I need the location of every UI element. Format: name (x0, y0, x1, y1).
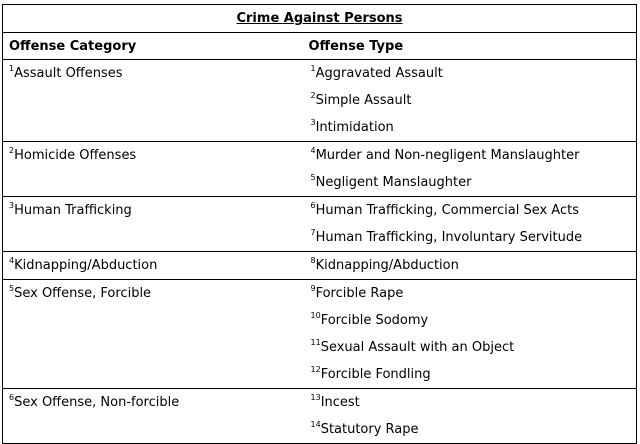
offense-category (9, 392, 303, 413)
offense-category-cell (3, 252, 303, 280)
footnote-number: 11 (310, 337, 321, 347)
offense-category-cell (3, 60, 303, 142)
footnote-number: 7 (310, 227, 316, 237)
offense-type (311, 416, 637, 443)
header-offense-category: Offense Category (3, 33, 303, 60)
footnote-number: 8 (310, 255, 316, 265)
table-row (3, 60, 637, 142)
offense-type-label: Simple Assault (315, 93, 412, 108)
offense-type-label: Human Trafficking, Commercial Sex Acts (315, 203, 579, 218)
offense-type-cell (303, 197, 637, 252)
offense-category (9, 63, 303, 84)
offense-type (311, 224, 637, 251)
offense-type-label: Aggravated Assault (315, 66, 443, 81)
footnote-number: 2 (9, 145, 15, 155)
offense-type-label: Incest (320, 395, 360, 410)
offense-type-cell (303, 60, 637, 142)
footnote-number: 12 (310, 364, 321, 374)
footnote-number: 3 (9, 200, 15, 210)
offense-category-label: Kidnapping/Abduction (14, 258, 158, 273)
footnote-number: 1 (310, 63, 316, 73)
footnote-number: 4 (9, 255, 15, 265)
offense-type (311, 114, 637, 141)
footnote-number: 6 (9, 392, 15, 402)
offense-category-cell (3, 142, 303, 197)
offense-type-cell (303, 142, 637, 197)
offense-type-label: Sexual Assault with an Object (320, 340, 515, 355)
offense-category-cell (3, 280, 303, 389)
footnote-number: 9 (310, 283, 316, 293)
offense-type-label: Forcible Fondling (320, 367, 431, 382)
footnote-number: 13 (310, 392, 321, 402)
header-row (3, 33, 637, 60)
offense-type-cell (303, 252, 637, 280)
footnote-number: 4 (310, 145, 316, 155)
offense-category-label: Sex Offense, Non-forcible (14, 395, 180, 410)
footnote-number: 5 (310, 172, 316, 182)
offense-type-label: Forcible Sodomy (320, 313, 429, 328)
table-row (3, 142, 637, 197)
offense-type (311, 389, 637, 416)
offense-type (311, 252, 637, 279)
offense-category (9, 200, 303, 221)
header-offense-type: Offense Type (303, 33, 637, 60)
offense-type-label: Kidnapping/Abduction (315, 258, 459, 273)
offense-category (9, 255, 303, 276)
offense-type (311, 280, 637, 307)
table-body (3, 60, 637, 444)
offense-category-cell (3, 197, 303, 252)
offense-type-label: Negligent Manslaughter (315, 175, 472, 190)
offense-category-label: Sex Offense, Forcible (14, 286, 152, 301)
footnote-number: 1 (9, 63, 15, 73)
offense-type-label: Murder and Non-negligent Manslaughter (315, 148, 580, 163)
offense-category-cell (3, 389, 303, 444)
offense-type (311, 197, 637, 224)
offense-type (311, 361, 637, 388)
offense-category (9, 145, 303, 166)
offense-category-label: Homicide Offenses (14, 148, 137, 163)
offense-category (9, 283, 303, 304)
offense-type-label: Intimidation (315, 120, 394, 135)
offense-type (311, 307, 637, 334)
offense-type (311, 60, 637, 87)
table-row (3, 280, 637, 389)
offense-type-cell (303, 280, 637, 389)
offense-type (311, 142, 637, 169)
offense-table (2, 4, 637, 444)
offense-type (311, 169, 637, 196)
table-row (3, 389, 637, 444)
footnote-number: 14 (310, 419, 321, 429)
offense-type-label: Forcible Rape (315, 286, 404, 301)
offense-category-label: Assault Offenses (14, 66, 123, 81)
footnote-number: 5 (9, 283, 15, 293)
offense-type-label: Statutory Rape (320, 422, 419, 437)
footnote-number: 2 (310, 90, 316, 100)
table-title: Crime Against Persons (3, 5, 637, 33)
footnote-number: 3 (310, 117, 316, 127)
table-row (3, 252, 637, 280)
footnote-number: 6 (310, 200, 316, 210)
footnote-number: 10 (310, 310, 321, 320)
title-row (3, 5, 637, 33)
table-row (3, 197, 637, 252)
offense-type (311, 87, 637, 114)
offense-type-cell (303, 389, 637, 444)
offense-category-label: Human Trafficking (14, 203, 132, 218)
offense-type (311, 334, 637, 361)
offense-type-label: Human Trafficking, Involuntary Servitude (315, 230, 583, 245)
